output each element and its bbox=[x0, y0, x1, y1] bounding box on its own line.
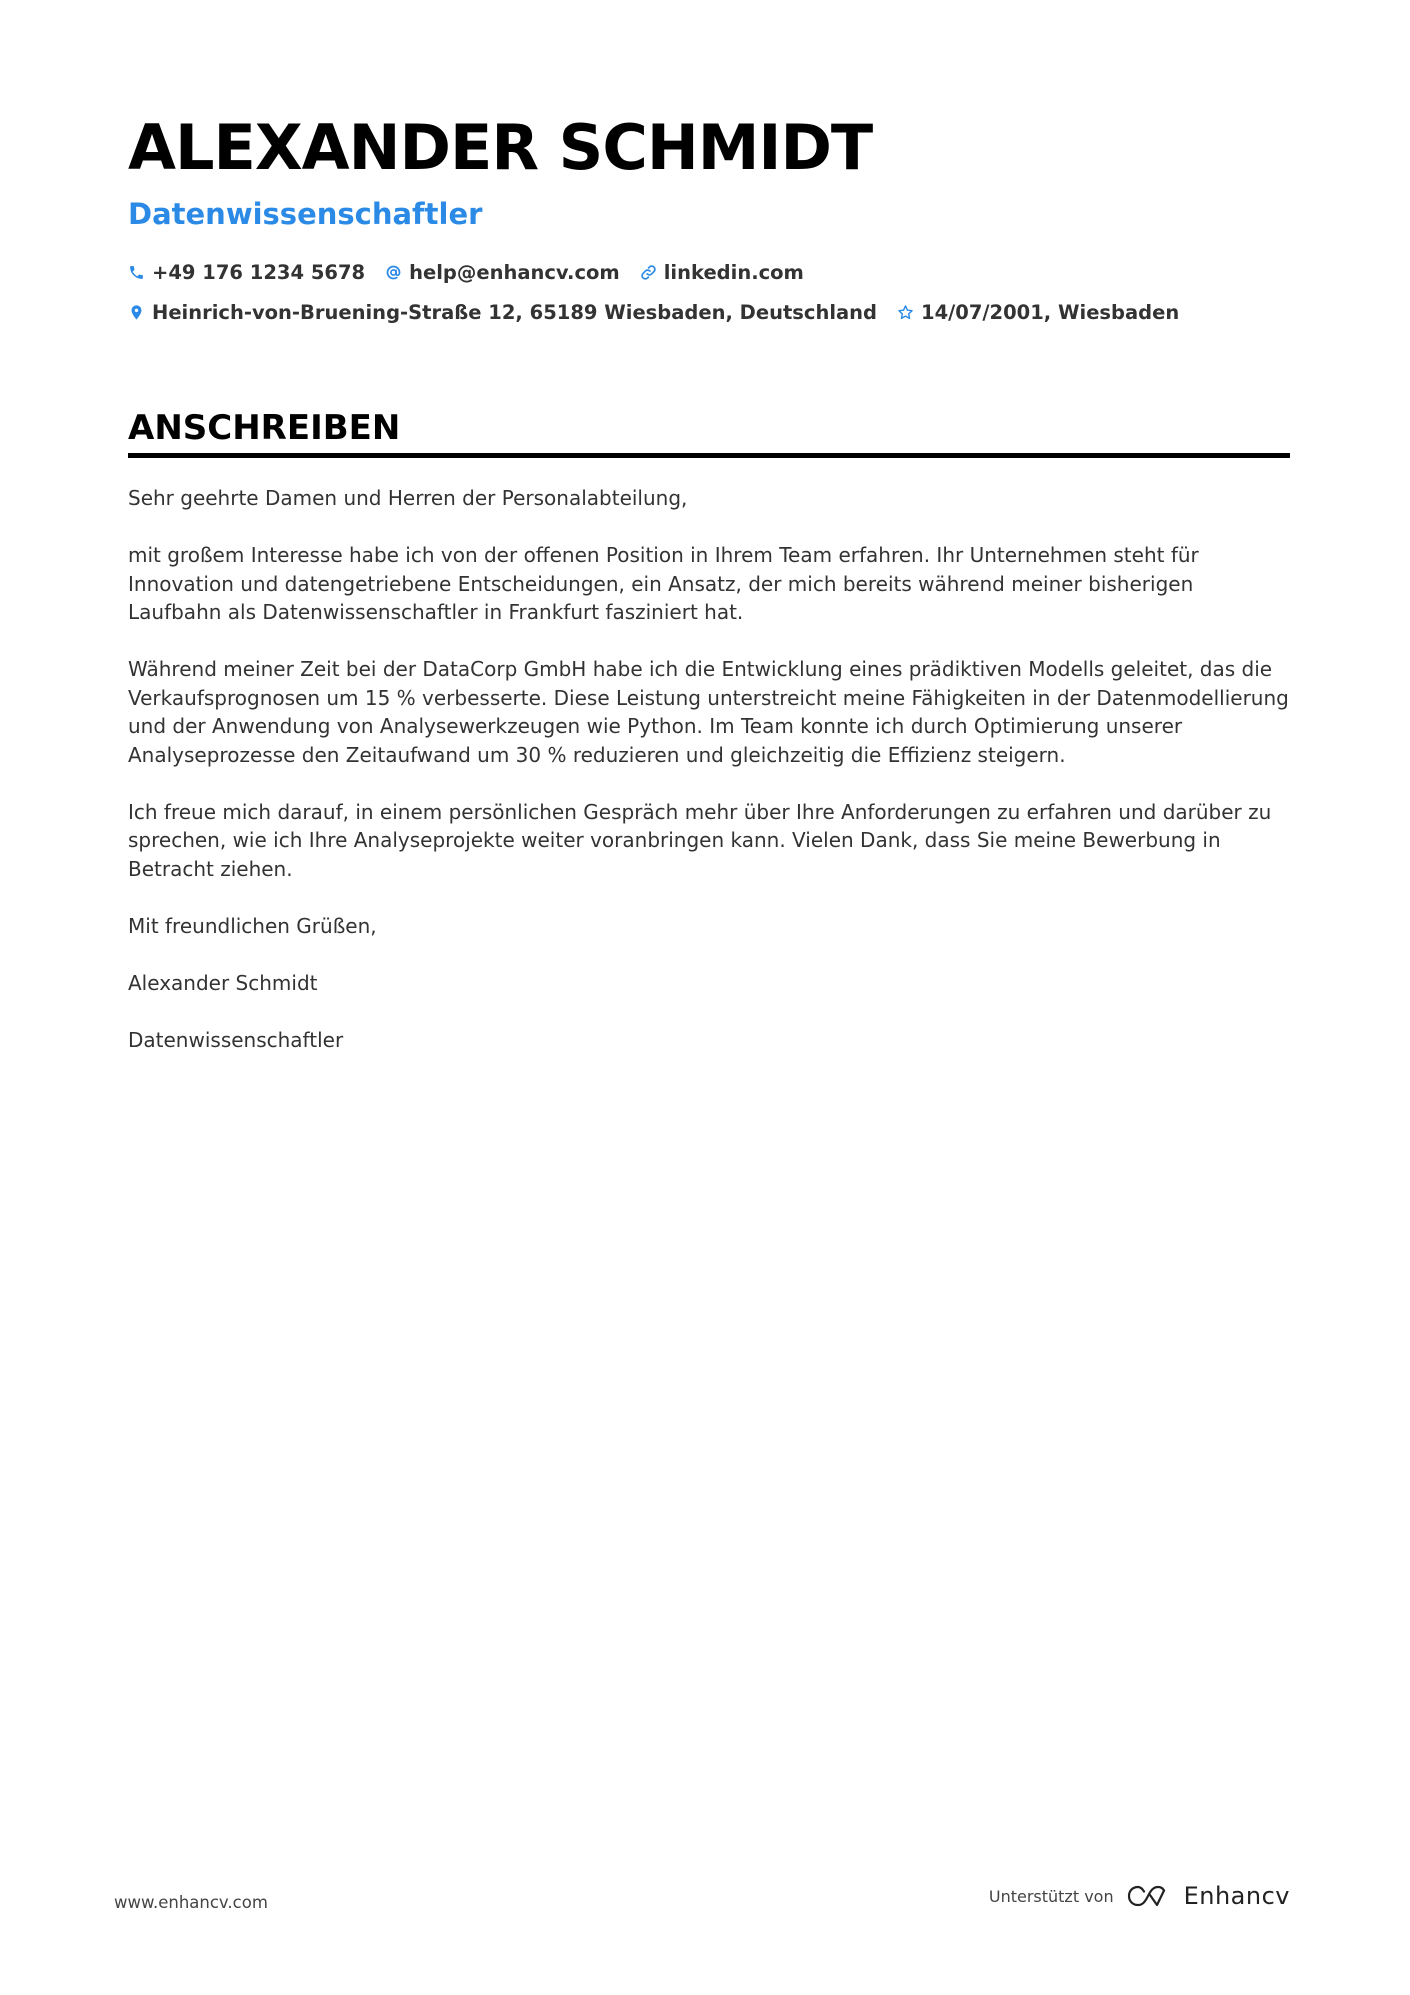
address-text: Heinrich-von-Bruening-Straße 12, 65189 Wiesbaden, Deutschland bbox=[152, 300, 878, 324]
contact-row-2 bbox=[128, 292, 1288, 332]
email-text: help@enhancv.com bbox=[409, 260, 620, 284]
section-divider bbox=[128, 453, 1290, 458]
letter-paragraph: mit großem Interesse habe ich von der offenen Position in Ihrem Team erfahren. Ihr Unternehmen steht für Innovation und datengetriebene Entscheidungen, ein Ansatz, der mich bereits während meiner bisherigen Laufbahn als Datenwissenschaftler in Frankfurt fasziniert hat. bbox=[128, 543, 1199, 624]
job-title: Datenwissenschaftler bbox=[128, 197, 483, 231]
contact-address bbox=[128, 301, 877, 324]
enhancv-logo-icon bbox=[1126, 1883, 1172, 1909]
powered-by-text: Unterstützt von bbox=[988, 1886, 1114, 1906]
location-pin-icon bbox=[128, 304, 145, 321]
letter-paragraph: Ich freue mich darauf, in einem persönlichen Gespräch mehr über Ihre Anforderungen zu erfahren und darüber zu sprechen, wie ich Ihre Analyseprojekte weiter voranbringen kann. Vielen Dank, dass Sie meine Bewerbung in Betracht ziehen. bbox=[128, 799, 1272, 881]
enhancv-logo[interactable] bbox=[1126, 1882, 1290, 1910]
header bbox=[128, 108, 1288, 332]
contact-phone bbox=[128, 261, 365, 284]
applicant-name: ALEXANDER SCHMIDT bbox=[128, 111, 873, 184]
at-icon bbox=[385, 264, 402, 281]
contact-linkedin[interactable] bbox=[640, 261, 804, 284]
cover-letter-section bbox=[128, 404, 1290, 1083]
star-icon bbox=[897, 304, 914, 321]
contact-email[interactable] bbox=[385, 261, 620, 284]
contact-row-1 bbox=[128, 252, 1288, 292]
letter-paragraph: Während meiner Zeit bei der DataCorp GmbH habe ich die Entwicklung eines prädiktiven Modells geleitet, das die Verkaufsprognosen um 15 % verbesserte. Diese Leistung unterstreicht meine Fähigkeiten in der Datenmodellierung und der Anwendung von Analysewerkzeugen wie Python. Im Team konnte ich durch Optimierung unserer Analyseprozesse den Zeitaufwand um 30 % reduzieren und gleichzeitig die Effizienz steigern. bbox=[128, 657, 1289, 767]
brand-name: Enhancv bbox=[1183, 1882, 1290, 1910]
birth-text: 14/07/2001, Wiesbaden bbox=[921, 300, 1180, 324]
footer-branding bbox=[989, 1882, 1290, 1910]
phone-text: +49 176 1234 5678 bbox=[152, 260, 366, 284]
phone-icon bbox=[128, 264, 145, 281]
footer-website[interactable]: www.enhancv.com bbox=[114, 1893, 268, 1912]
linkedin-text: linkedin.com bbox=[663, 260, 804, 284]
contact-birth bbox=[897, 301, 1179, 324]
signature-name: Alexander Schmidt bbox=[128, 970, 318, 995]
letter-salutation: Sehr geehrte Damen und Herren der Personalabteilung, bbox=[128, 486, 688, 510]
letter-closing: Mit freundlichen Grüßen, bbox=[128, 913, 377, 938]
link-icon bbox=[640, 264, 657, 281]
signature-title: Datenwissenschaftler bbox=[128, 1027, 344, 1052]
section-title: ANSCHREIBEN bbox=[128, 408, 401, 448]
letter-body bbox=[128, 484, 1290, 1054]
contact-info bbox=[128, 252, 1288, 332]
